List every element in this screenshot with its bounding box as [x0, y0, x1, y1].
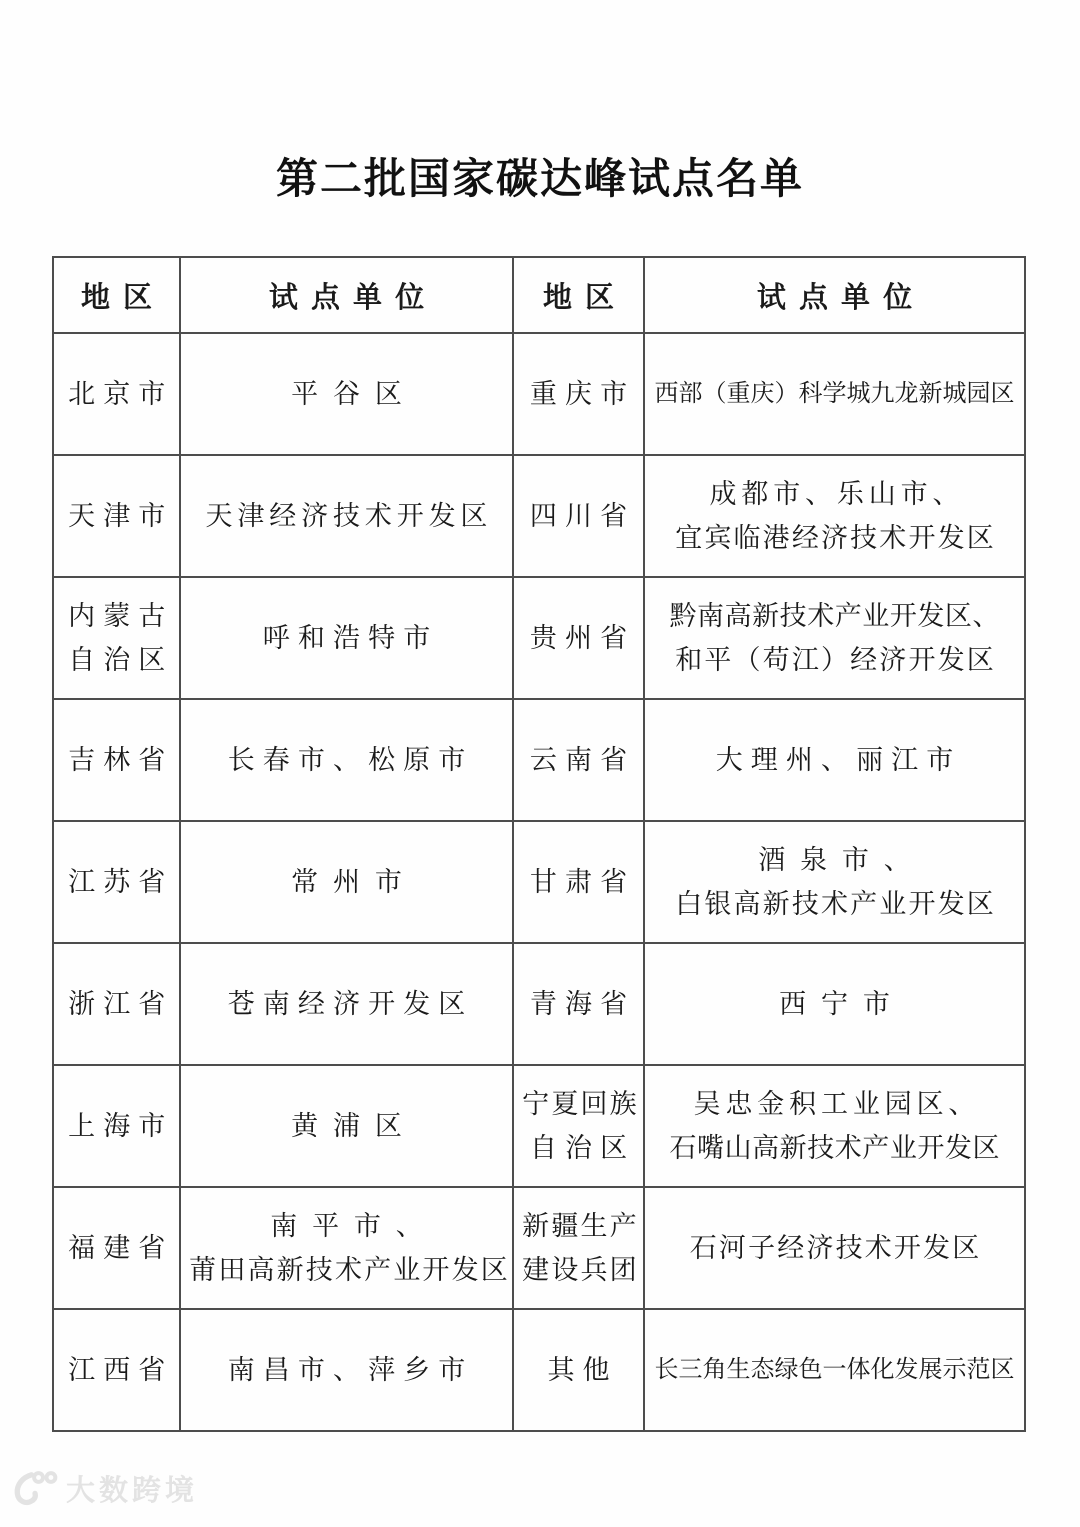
cell-line: 吉林省: [68, 745, 174, 775]
cell-line: 西宁市: [779, 989, 905, 1019]
cell-line: 宜宾临港经济技术开发区: [675, 523, 996, 553]
cell-line: 莆田高新技术产业开发区: [189, 1255, 510, 1285]
cell-line: 建设兵团: [522, 1255, 639, 1285]
cell-line: 长三角生态绿色一体化发展示范区: [654, 1357, 1015, 1383]
cell-line: 大理州、丽江市: [715, 745, 962, 775]
cell-line: 上海市: [68, 1111, 174, 1141]
cell-line: 和平（苟江）经济开发区: [675, 645, 996, 675]
page-title: 第二批国家碳达峰试点名单: [275, 157, 804, 203]
cell-line: 吴忠金积工业园区、: [693, 1089, 981, 1119]
pilot-list-table: [52, 256, 1026, 1432]
header-unit-right: 试点单位: [644, 257, 1025, 333]
header-row: [53, 257, 1025, 333]
table-row: [53, 699, 1025, 821]
region-cell: [53, 1309, 180, 1431]
cell-line: 自治区: [529, 1133, 636, 1163]
watermark: [12, 1468, 198, 1509]
cell-line: 新疆生产: [522, 1211, 639, 1241]
region-cell: [513, 699, 644, 821]
cell-line: 南昌市、萍乡市: [227, 1355, 474, 1385]
unit-cell: [180, 821, 513, 943]
table-header: [53, 257, 1025, 333]
cell-line: 其他: [547, 1355, 618, 1385]
unit-cell: [644, 1065, 1025, 1187]
table-row: [53, 943, 1025, 1065]
unit-cell: [644, 333, 1025, 455]
cell-line: 江西省: [68, 1355, 174, 1385]
region-cell: [513, 455, 644, 577]
unit-cell: [644, 821, 1025, 943]
region-cell: [513, 333, 644, 455]
cell-line: 黔南高新技术产业开发区、: [669, 601, 1000, 631]
brand-logo-icon: [12, 1469, 58, 1509]
unit-cell: [180, 1309, 513, 1431]
cell-line: 南平市、: [270, 1211, 438, 1241]
cell-line: 北京市: [68, 379, 174, 409]
table-row: [53, 577, 1025, 699]
unit-cell: [180, 333, 513, 455]
unit-cell: [180, 699, 513, 821]
table-row: [53, 1187, 1025, 1309]
unit-cell: [180, 455, 513, 577]
unit-cell: [644, 699, 1025, 821]
region-cell: [53, 943, 180, 1065]
cell-line: 四川省: [529, 501, 636, 531]
table-body: [53, 333, 1025, 1431]
cell-line: 江苏省: [68, 867, 174, 897]
cell-line: 酒泉市、: [758, 845, 926, 875]
region-cell: [513, 1309, 644, 1431]
cell-line: 重庆市: [529, 379, 636, 409]
unit-cell: [180, 577, 513, 699]
unit-cell: [180, 943, 513, 1065]
region-cell: [53, 577, 180, 699]
unit-cell: [180, 1065, 513, 1187]
cell-line: 平谷区: [291, 379, 417, 409]
region-cell: [53, 333, 180, 455]
region-cell: [53, 1065, 180, 1187]
unit-cell: [180, 1187, 513, 1309]
region-cell: [513, 1187, 644, 1309]
cell-line: 苍南经济开发区: [227, 989, 474, 1019]
cell-line: 成都市、乐山市、: [709, 479, 965, 509]
cell-line: 天津经济技术开发区: [205, 501, 493, 531]
cell-line: 西部（重庆）科学城九龙新城园区: [654, 381, 1015, 407]
unit-cell: [644, 577, 1025, 699]
table-row: [53, 455, 1025, 577]
cell-line: 石嘴山高新技术产业开发区: [669, 1133, 1000, 1163]
table-row: [53, 1309, 1025, 1431]
cell-line: 白银高新技术产业开发区: [675, 889, 996, 919]
cell-line: 呼和浩特市: [262, 623, 439, 653]
cell-line: 内蒙古: [68, 601, 174, 631]
header-unit-left: 试点单位: [180, 257, 513, 333]
cell-line: 天津市: [68, 501, 174, 531]
cell-line: 浙江省: [68, 989, 174, 1019]
cell-line: 自治区: [68, 645, 174, 675]
unit-cell: [644, 943, 1025, 1065]
watermark-brand-text: 大数跨境: [66, 1475, 199, 1507]
unit-cell: [644, 1309, 1025, 1431]
cell-line: 福建省: [68, 1233, 174, 1263]
region-cell: [513, 943, 644, 1065]
region-cell: [53, 821, 180, 943]
cell-line: 宁夏回族: [522, 1089, 639, 1119]
cell-line: 青海省: [529, 989, 636, 1019]
cell-line: 黄浦区: [291, 1111, 417, 1141]
table-row: [53, 821, 1025, 943]
region-cell: [53, 455, 180, 577]
header-region-right: 地区: [513, 257, 644, 333]
cell-line: 贵州省: [529, 623, 636, 653]
unit-cell: [644, 1187, 1025, 1309]
region-cell: [513, 577, 644, 699]
cell-line: 石河子经济技术开发区: [689, 1233, 982, 1263]
unit-cell: [644, 455, 1025, 577]
cell-line: 云南省: [529, 745, 636, 775]
region-cell: [53, 1187, 180, 1309]
region-cell: [513, 821, 644, 943]
region-cell: [53, 699, 180, 821]
cell-line: 甘肃省: [529, 867, 636, 897]
table-row: [53, 333, 1025, 455]
cell-line: 常州市: [291, 867, 417, 897]
table-row: [53, 1065, 1025, 1187]
cell-line: 长春市、松原市: [227, 745, 474, 775]
header-region-left: 地区: [53, 257, 180, 333]
region-cell: [513, 1065, 644, 1187]
